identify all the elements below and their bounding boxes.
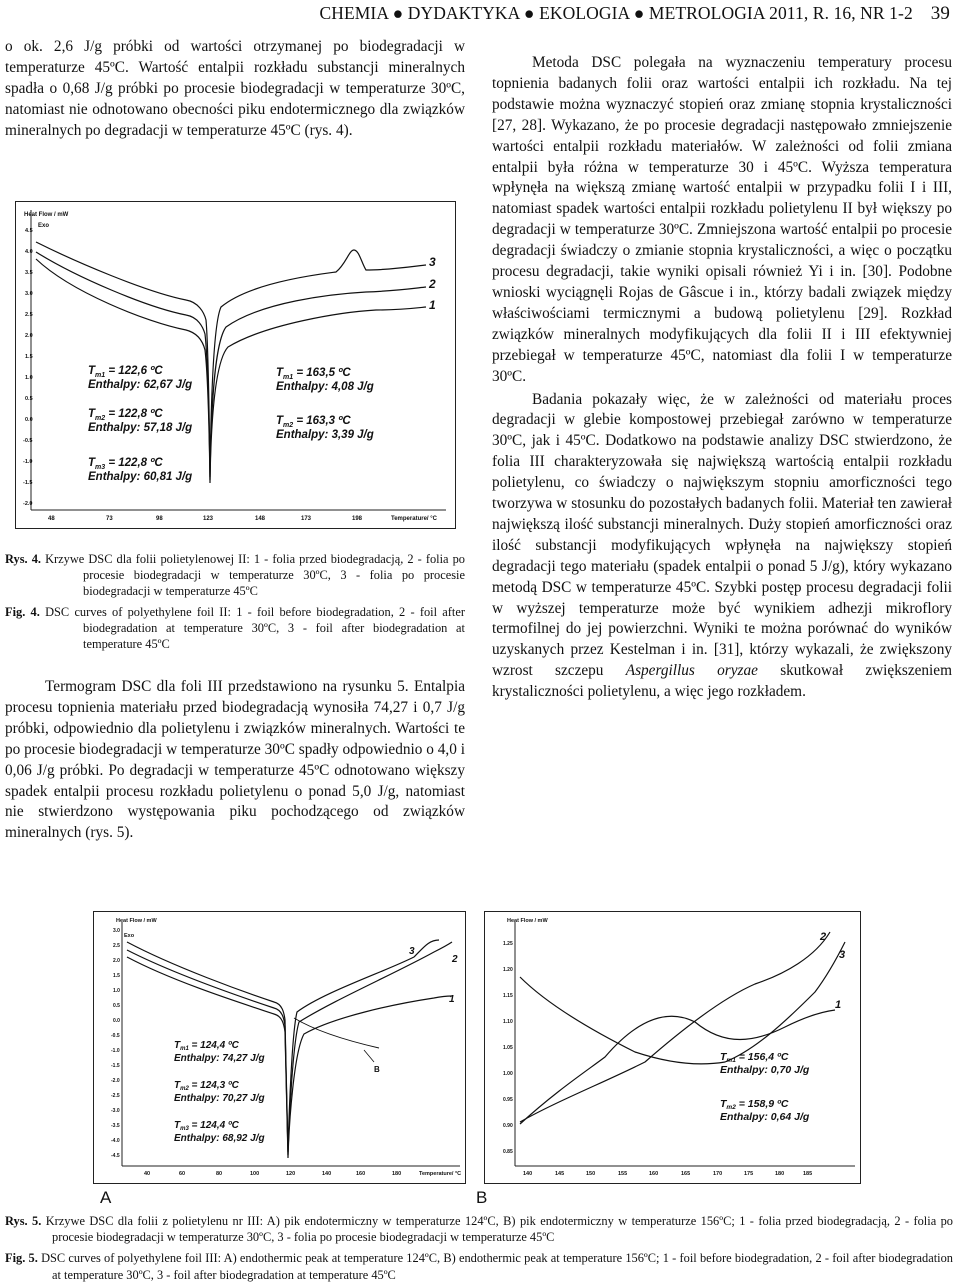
exo-label: Exo — [38, 223, 50, 229]
enthalpy-1: Enthalpy: 62,67 J/g — [88, 379, 193, 391]
y-tick: -2.5 — [111, 1093, 120, 1099]
caption-text: Krzywe DSC dla folii polietylenowej II: 1 - folia przed biodegradacją, 2 - folia po procesie biodegradacji w temperaturze 30ºC, 3 - folia po procesie biodegradacji w temperaturze 45ºC — [41, 552, 465, 599]
x-tick: 185 — [803, 1171, 813, 1177]
y-tick: -4.5 — [111, 1153, 120, 1159]
figure-5b-plot — [484, 911, 861, 1184]
enthalpy-2: Enthalpy: 57,18 J/g — [88, 422, 193, 434]
figure-5b-svg — [485, 912, 860, 1183]
tm1-annotation: $T_{m1} = 122,6$ ºC — [88, 365, 163, 379]
y-tick: -1.5 — [23, 480, 33, 486]
y-tick: 3.0 — [25, 291, 33, 297]
x-tick: 160 — [356, 1171, 366, 1177]
x-tick-labels — [523, 1171, 812, 1177]
exo-label: Exo — [124, 933, 135, 939]
caption-label: Fig. 5. — [5, 1251, 38, 1266]
page-number: 39 — [930, 3, 950, 24]
figure-5-caption — [5, 1213, 953, 1283]
tm3-annotation: $T_{m3} = 124,4$ ºC — [174, 1120, 239, 1132]
x-tick: 123 — [203, 516, 214, 522]
caption-label: Rys. 5. — [5, 1214, 42, 1228]
r-tm2-annotation: $T_{m2} = 163,3$ ºC — [276, 415, 351, 429]
curve-label-3: 3 — [429, 255, 436, 269]
curve-label-1: 1 — [429, 298, 436, 312]
y-tick: 1.10 — [503, 1019, 513, 1025]
y-tick: 0.85 — [503, 1149, 513, 1155]
y-axis-title: Heat Flow / mW — [24, 212, 69, 218]
x-tick: 198 — [352, 516, 363, 522]
y-tick: 1.05 — [503, 1045, 513, 1051]
tm2-annotation: Tm2 = 158,9 ºC — [720, 1098, 789, 1111]
x-tick: 140 — [523, 1171, 533, 1177]
x-tick: 148 — [255, 516, 266, 522]
left-paragraph-2: Termogram DSC dla foli III przedstawiono na rysunku 5. Entalpia procesu topnienia materiału przed biodegradacją wynosiła 74,27 i 0,7 J/g próbki, odpowiednio dla polietylenu i związków mineralnych. Wartości te po procesie biodegradacji w temperaturze 30ºC spadły odpowiednio o 4,0 i 0,06 J/g próbki. Po degradacji w temperaturze 45ºC odnotowano większy spadek entalpii procesu rozkładu polietylenu o ponad 5,0 J/g, natomiast nie stwierdzono występowania piku pochodzącego od związków mineralnych (rys. 5). — [5, 678, 465, 842]
figure-4-caption-pl — [5, 551, 465, 600]
y-tick: 1.5 — [113, 973, 120, 979]
caption-text: DSC curves of polyethylene foil III: A) endothermic peak at temperature 124ºC, B) endothermic peak at temperature 156ºC; 1 - foil before biodegradation, 2 - foil after biodegradation at temperature 30ºC, 3 - foil after biodegradation at temperature 45ºC — [37, 1251, 953, 1282]
b-marker-label: B — [374, 1065, 380, 1074]
y-tick: 1.00 — [503, 1071, 513, 1077]
r-tm1-annotation: $T_{m1} = 163,5$ ºC — [276, 367, 351, 381]
curve-label-2: 2 — [429, 277, 436, 291]
y-tick: 2.0 — [25, 333, 33, 339]
curve-3 — [36, 242, 426, 477]
caption-label: Rys. 4. — [5, 552, 41, 566]
curve-label-1: 1 — [449, 994, 455, 1005]
left-column-top — [5, 37, 465, 142]
x-tick: 73 — [106, 516, 113, 522]
tm3-annotation: $T_{m3} = 122,8$ ºC — [88, 457, 163, 471]
x-tick: 180 — [775, 1171, 785, 1177]
caption-text: DSC curves of polyethylene foil II: 1 - foil before biodegradation, 2 - foil after biodegradation at temperature 30ºC, 3 - foil after biodegradation at temperature 45ºC — [39, 604, 465, 652]
x-tick: 180 — [392, 1171, 402, 1177]
running-header — [0, 3, 950, 25]
y-tick: 1.0 — [25, 375, 33, 381]
y-tick-labels — [503, 941, 513, 1155]
y-tick: -2.0 — [111, 1078, 120, 1084]
y-tick: 2.0 — [113, 958, 120, 964]
panel-a-letter: A — [100, 1188, 112, 1207]
figure-4-caption-en — [5, 604, 465, 653]
y-tick: -1.0 — [111, 1048, 120, 1054]
y-tick: -0.5 — [111, 1033, 120, 1039]
x-tick: 165 — [681, 1171, 691, 1177]
y-tick: 0.95 — [503, 1097, 513, 1103]
x-tick-labels — [144, 1171, 461, 1177]
x-tick: 170 — [713, 1171, 723, 1177]
figure-5-caption-pl — [5, 1213, 953, 1245]
caption-text: Krzywe DSC dla folii z polietylenu nr III: A) pik endotermiczny w temperaturze 124ºC, B) pik endotermiczny w temperaturze 156ºC; 1 - folia przed biodegradacją, 2 - folia po procesie biodegradacji w temperaturze 30ºC, 3 - folia po procesie biodegradacji w temperaturze 45ºC — [41, 1214, 953, 1245]
tm1-annotation: $T_{m1} = 124,4$ ºC — [174, 1040, 239, 1052]
y-tick: 4.0 — [25, 249, 33, 255]
y-tick: 1.15 — [503, 993, 513, 999]
y-tick: 1.0 — [113, 988, 120, 994]
y-tick: 2.5 — [113, 943, 120, 949]
enthalpy-3: Enthalpy: 60,81 J/g — [88, 471, 193, 483]
right-paragraph-2: Badania pokazały więc, że w zależności od materiału proces degradacji w glebie kompostowej przebiegał zarówno w temperaturze 30ºC, jak i 45ºC. Dodatkowo na podstawie analizy DSC stwierdzono, że folia III charakteryzowała się największą wartością entalpii rozkładu polietylenu, co świadczy o największym stopniu amorficzności tego tworzywa w stosunku do pozostałych badanych folii. Materiał ten zawierał największą ilość substancji mineralnych. Duży stopień amorficzności oraz ilość substancji modyfikujących wpłynęła na największy stopień degradacji tego materiału (spadek entalpii o ponad 5 J/g), który wykazano metodą DSC w temperaturze 45ºC. Szybki postęp procesu degradacji folii w wyższej temperaturze może być wynikiem adhezji mikroflory termofilnej do jej powierzchni. Wyniki te można porównać do wyników uzyskanych przez Kestelman i in. [31], którzy wykazali, że zwiększony wzrost szczepu Aspergillus oryzae skutkował zwiększeniem krystaliczności polietylenu, a więc jego rozkładem. — [492, 390, 952, 701]
figure-4-svg — [16, 202, 455, 528]
figure-5-caption-en — [5, 1250, 953, 1282]
x-tick: 150 — [586, 1171, 596, 1177]
curve-label-1: 1 — [835, 999, 842, 1011]
annotations — [720, 1051, 810, 1123]
x-tick: 48 — [48, 516, 55, 522]
y-tick: 4.5 — [25, 228, 33, 234]
caption-label: Fig. 4. — [5, 604, 40, 619]
journal-title: CHEMIA ● DYDAKTYKA ● EKOLOGIA ● METROLOGIA 2011, R. 16, NR 1-2 — [319, 3, 913, 23]
y-tick: -3.0 — [111, 1108, 120, 1114]
species-name: Aspergillus oryzae — [625, 662, 758, 680]
right-column — [492, 53, 952, 703]
y-tick: 0.5 — [113, 1003, 120, 1009]
figure-4-caption — [5, 551, 465, 652]
enthalpy-3: Enthalpy: 68,92 J/g — [174, 1133, 265, 1144]
y-tick: 3.5 — [25, 270, 33, 276]
y-tick: 1.25 — [503, 941, 513, 947]
y-tick: -1.0 — [23, 459, 33, 465]
left-column-bottom — [5, 677, 465, 844]
x-tick: 173 — [301, 516, 312, 522]
x-tick: 120 — [286, 1171, 296, 1177]
y-tick: 1.20 — [503, 967, 513, 973]
x-tick-labels — [48, 516, 438, 522]
y-tick: 0.0 — [25, 417, 33, 423]
y-tick-labels — [111, 928, 120, 1159]
enthalpy-1: Enthalpy: 0,70 J/g — [720, 1064, 810, 1076]
curve-label-3: 3 — [409, 946, 415, 957]
r-enthalpy-1: Enthalpy: 4,08 J/g — [276, 381, 374, 393]
curve-label-2: 2 — [820, 931, 827, 943]
figure-5a-svg — [94, 912, 465, 1183]
y-tick: -4.0 — [111, 1138, 120, 1144]
x-tick: 160 — [649, 1171, 659, 1177]
curve-label-3: 3 — [839, 949, 846, 961]
x-tick: 140 — [322, 1171, 332, 1177]
y-tick: 0.5 — [25, 396, 33, 402]
y-axis-title: Heat Flow / mW — [507, 918, 548, 924]
x-tick: 60 — [179, 1171, 186, 1177]
x-tick: 145 — [555, 1171, 565, 1177]
x-axis-title: Temperature/ °C — [419, 1171, 462, 1177]
annotations — [174, 1040, 265, 1144]
b-marker-line — [364, 1050, 374, 1062]
right-paragraph-1: Metoda DSC polegała na wyznaczeniu temperatury procesu topnienia badanych folii oraz wartości entalpii ich rozkładu. Na tej podstawie można wyznaczyć stopień oraz zmianę stopnia krystaliczności [27, 28]. Wykazano, że po procesie degradacji następowało zmniejszenie wartości entalpii rozkładu materiałów. W zależności od folii zmiana entalpii była różna w temperaturze 30 i 45ºC. Wyższa temperatura wpłynęła na większą zmianę wartość entalpii w przypadku folii I i III, natomiast spadek wartości entalpii rozkładu polietylenu II był większy po degradacji w temperaturze 30ºC. Zmniejszona wartość entalpii po procesie degradacji świadczy o zmianie stopnia krystaliczności, a więc o początku procesu degradacji, takie wyniki opisali również Yi i in. [30]. Podobne wnioski wyciągnęli Rojas de Gâscue i in., którzy badali związek między właściwościami termicznymi a budową polietylenu [29]. Rozkład związków mineralnych modyfikujących dla folii II i III efektywniej przebiegał w temperaturze 45ºC, natomiast dla folii I w temperaturze 30ºC. — [492, 54, 952, 385]
panel-b-letter: B — [476, 1188, 488, 1207]
y-tick: -1.5 — [111, 1063, 120, 1069]
figure-4-plot — [15, 201, 456, 529]
annotations-left — [88, 365, 192, 483]
annotations-right — [276, 367, 374, 441]
y-tick: 2.5 — [25, 312, 33, 318]
r-enthalpy-2: Enthalpy: 3,39 J/g — [276, 429, 374, 441]
enthalpy-2: Enthalpy: 70,27 J/g — [174, 1093, 265, 1104]
x-tick: 80 — [216, 1171, 223, 1177]
y-tick: -2.0 — [23, 501, 33, 507]
enthalpy-2: Enthalpy: 0,64 J/g — [720, 1111, 810, 1123]
figure-5a-plot — [93, 911, 466, 1184]
x-tick: 175 — [744, 1171, 754, 1177]
y-tick: -3.5 — [111, 1123, 120, 1129]
curve-label-2: 2 — [452, 954, 458, 965]
y-tick: 0.90 — [503, 1123, 513, 1129]
tm2-annotation: $T_{m2} = 124,3$ ºC — [174, 1080, 239, 1092]
x-tick: 40 — [144, 1171, 151, 1177]
x-axis-title: Temperature/ °C — [391, 516, 437, 522]
curve-3 — [520, 942, 845, 1064]
tm2-annotation: $T_{m2} = 122,8$ ºC — [88, 408, 163, 422]
y-tick: -0.5 — [23, 438, 33, 444]
curve-2 — [520, 932, 830, 1122]
y-tick: 0.0 — [113, 1018, 120, 1024]
enthalpy-1: Enthalpy: 74,27 J/g — [174, 1053, 265, 1064]
x-tick: 98 — [156, 516, 163, 522]
x-tick: 155 — [618, 1171, 628, 1177]
left-paragraph-1: o ok. 2,6 J/g próbki od wartości otrzymanej po biodegradacji w temperaturze 45ºC. Wartość entalpii rozkładu substancji mineralnych spadła o 0,68 J/g próbki po procesie biodegradacji w temperaturze 30ºC, natomiast nie odnotowano obecności piku endotermicznego dla związków mineralnych po degradacji w temperaturze 45ºC (rys. 4). — [5, 38, 465, 139]
y-tick: 1.5 — [25, 354, 33, 360]
y-tick: 3.0 — [113, 928, 120, 934]
y-axis-title: Heat Flow / mW — [116, 918, 157, 924]
x-tick: 100 — [250, 1171, 260, 1177]
tm1-annotation: Tm1 = 156,4 ºC — [720, 1051, 789, 1064]
